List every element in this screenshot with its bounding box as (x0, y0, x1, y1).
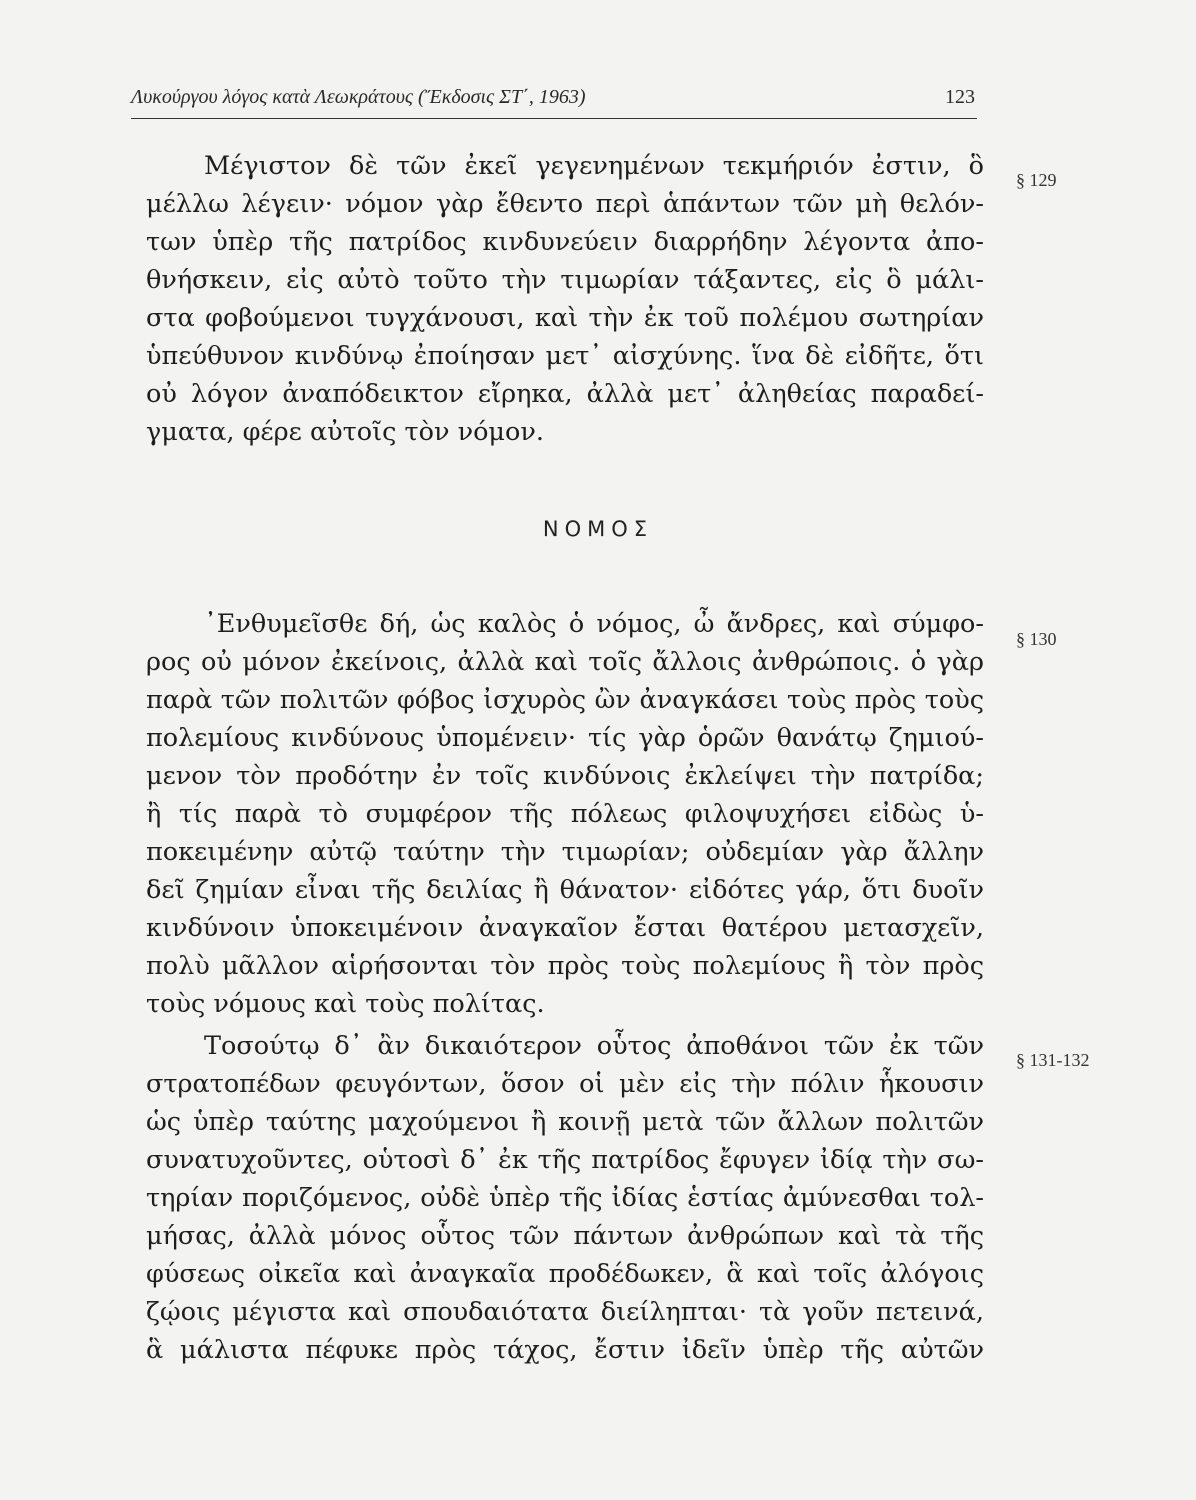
text-line: ἢ τίς παρὰ τὸ συμφέρον τῆς πόλεως φιλοψυχήσει εἰδὼς ὑ- (146, 799, 984, 829)
section-heading: ΝΟΜΟΣ (542, 517, 654, 541)
paragraph-1 (146, 147, 984, 451)
paragraph-2 (146, 605, 984, 1023)
text-line: μήσας, ἀλλὰ μόνος οὗτος τῶν πάντων ἀνθρώπων καὶ τὰ τῆς (146, 1221, 984, 1251)
text-line: συνατυχοῦντες, οὑτοσὶ δ᾽ ἐκ τῆς πατρίδος ἔφυγεν ἰδίᾳ τὴν σω- (146, 1145, 984, 1175)
text-line: μενον τὸν προδότην ἐν τοῖς κινδύνοις ἐκλείψει τὴν πατρίδα; (146, 761, 984, 791)
page-number: 123 (945, 86, 975, 108)
text-line: τηρίαν ποριζόμενος, οὐδὲ ὑπὲρ τῆς ἰδίας ἑστίας ἀμύνεσθαι τολ- (146, 1183, 984, 1213)
text-line: Μέγιστον δὲ τῶν ἐκεῖ γεγενημένων τεκμήριόν ἐστιν, ὃ (204, 151, 984, 181)
paragraph-3 (146, 1027, 984, 1369)
text-line: κινδύνοιν ὑποκειμένοιν ἀναγκαῖον ἔσται θατέρου μετασχεῖν, (146, 913, 984, 943)
text-line: ᾽Ενθυμεῖσθε δή, ὡς καλὸς ὁ νόμος, ὦ ἄνδρες, καὶ σύμφο- (204, 609, 984, 639)
text-line: ὡς ὑπὲρ ταύτης μαχούμενοι ἢ κοινῇ μετὰ τῶν ἄλλων πολιτῶν (146, 1107, 984, 1137)
text-line: ἃ μάλιστα πέφυκε πρὸς τάχος, ἔστιν ἰδεῖν ὑπὲρ τῆς αὐτῶν (146, 1335, 984, 1365)
section-ref-129: § 129 (1016, 170, 1057, 190)
section-ref-131-132: § 131-132 (1016, 1050, 1090, 1070)
text-line: τοὺς νόμους καὶ τοὺς πολίτας. (146, 989, 545, 1019)
text-line: ζῴοις μέγιστα καὶ σπουδαιότατα διείληπται· τὰ γοῦν πετεινά, (146, 1297, 984, 1327)
text-line: μέλλω λέγειν· νόμον γὰρ ἔθεντο περὶ ἁπάντων τῶν μὴ θελόν- (146, 189, 984, 219)
text-line: παρὰ τῶν πολιτῶν φόβος ἰσχυρὸς ὢν ἀναγκάσει τοὺς πρὸς τοὺς (146, 685, 984, 715)
text-line: γματα, φέρε αὐτοῖς τὸν νόμον. (146, 417, 544, 447)
text-line: δεῖ ζημίαν εἶναι τῆς δειλίας ἢ θάνατον· εἰδότες γάρ, ὅτι δυοῖν (146, 875, 984, 905)
text-line: ὑπεύθυνον κινδύνῳ ἐποίησαν μετ᾽ αἰσχύνης. ἵνα δὲ εἰδῆτε, ὅτι (146, 341, 984, 371)
text-line: στρατοπέδων φευγόντων, ὅσον οἱ μὲν εἰς τὴν πόλιν ἧκουσιν (146, 1069, 984, 1099)
text-line: φύσεως οἰκεῖα καὶ ἀναγκαῖα προδέδωκεν, ἃ καὶ τοῖς ἀλόγοις (146, 1259, 984, 1289)
text-line: θνήσκειν, εἰς αὐτὸ τοῦτο τὴν τιμωρίαν τάξαντες, εἰς ὃ μάλι- (146, 265, 984, 295)
text-line: ποκειμένην αὐτῷ ταύτην τὴν τιμωρίαν; οὐδεμίαν γὰρ ἄλλην (146, 837, 984, 867)
running-header (131, 84, 977, 119)
text-line: στα φοβούμενοι τυγχάνουσι, καὶ τὴν ἐκ τοῦ πολέμου σωτηρίαν (146, 303, 984, 333)
section-ref-130: § 130 (1016, 629, 1057, 649)
text-line: ρος οὐ μόνον ἐκείνοις, ἀλλὰ καὶ τοῖς ἄλλοις ἀνθρώποις. ὁ γὰρ (146, 647, 984, 677)
text-line: πολεμίους κινδύνους ὑπομένειν· τίς γὰρ ὁρῶν θανάτῳ ζημιού- (146, 723, 984, 753)
header-title: Λυκούργου λόγος κατὰ Λεωκράτους (Ἔκδοσις ΣΤ΄, 1963) (131, 86, 586, 108)
text-line: οὐ λόγον ἀναπόδεικτον εἴρηκα, ἀλλὰ μετ᾽ ἀληθείας παραδεί- (146, 379, 984, 409)
text-line: των ὑπὲρ τῆς πατρίδος κινδυνεύειν διαρρήδην λέγοντα ἀπο- (146, 227, 984, 257)
text-line: πολὺ μᾶλλον αἱρήσονται τὸν πρὸς τοὺς πολεμίους ἢ τὸν πρὸς (146, 951, 984, 981)
text-line: Τοσούτῳ δ᾽ ἂν δικαιότερον οὗτος ἀποθάνοι τῶν ἐκ τῶν (204, 1031, 984, 1061)
